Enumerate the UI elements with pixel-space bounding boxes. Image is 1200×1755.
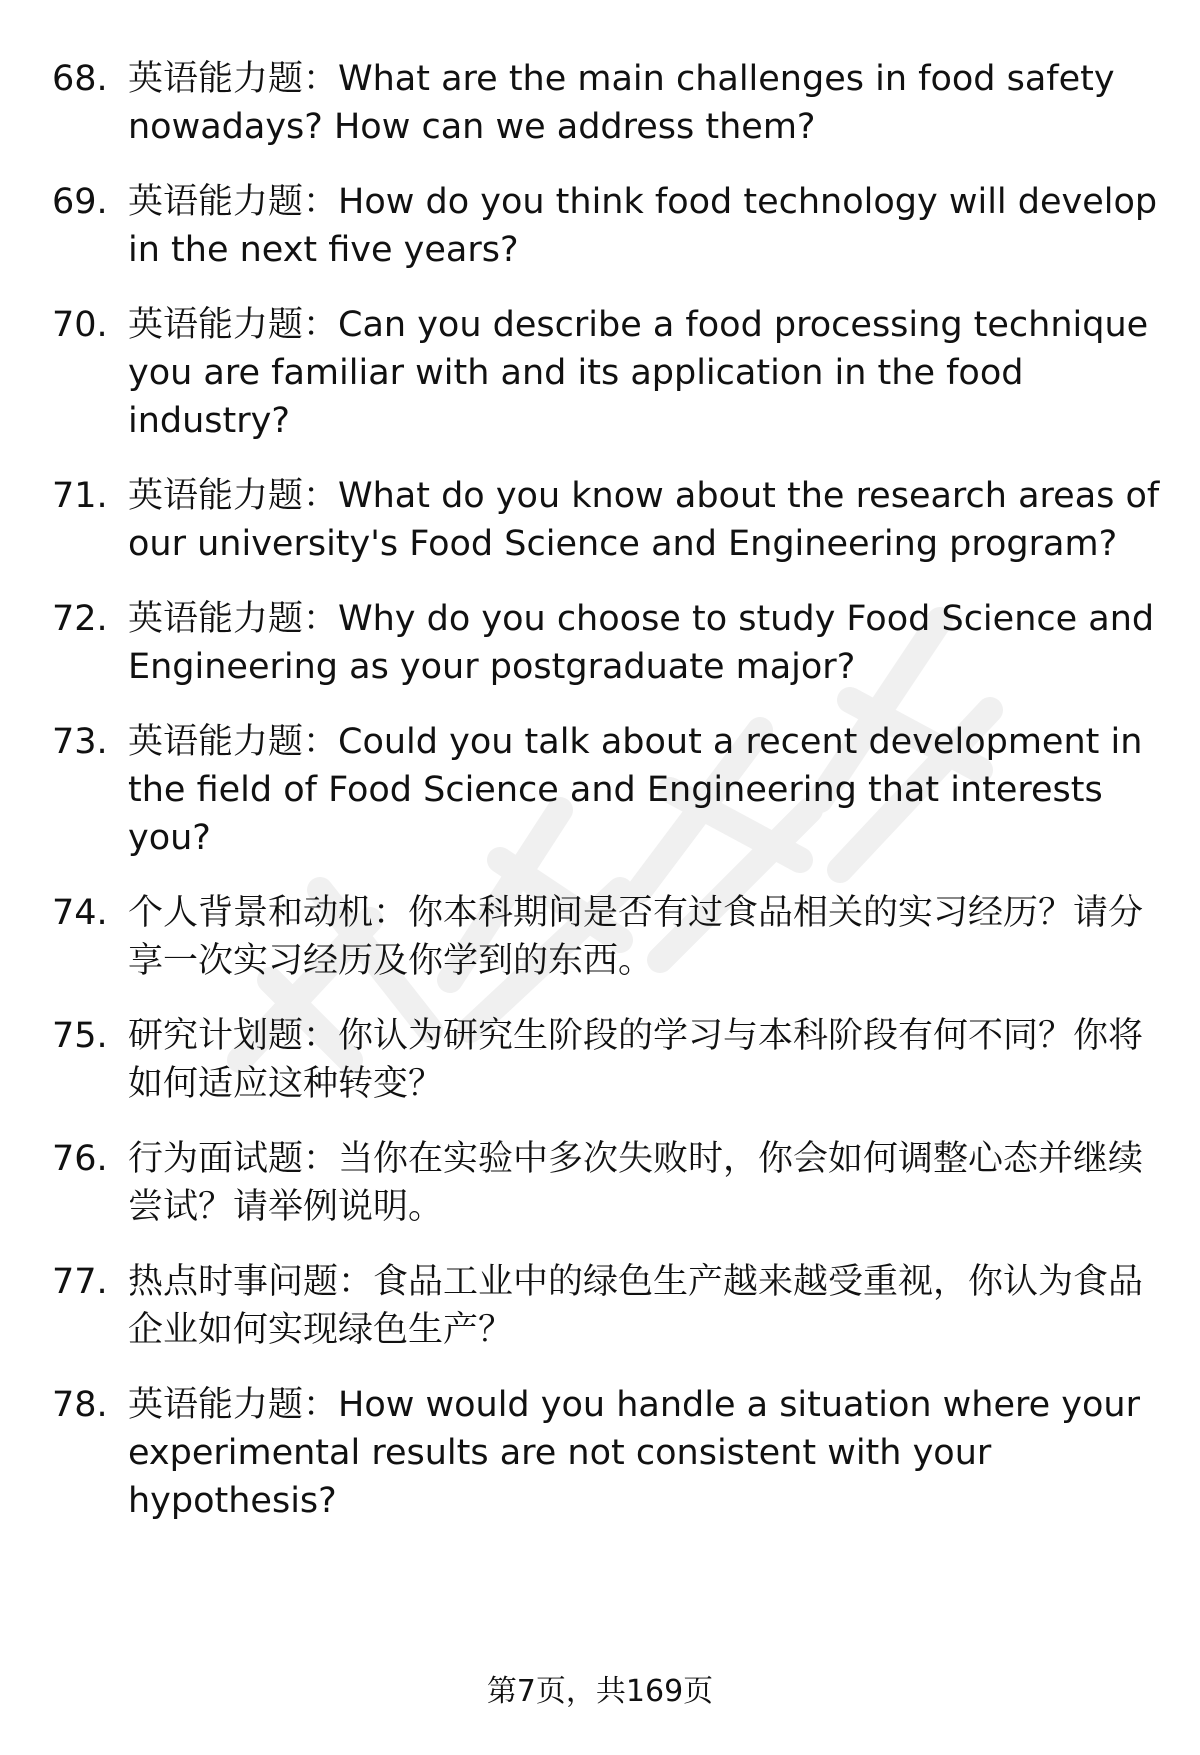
- question-number: 72.: [52, 599, 108, 639]
- question-number: 69.: [52, 182, 108, 222]
- question-number: 68.: [52, 59, 108, 99]
- question-text: 热点时事问题：食品工业中的绿色生产越来越受重视，你认为食品企业如何实现绿色生产？: [128, 1262, 1144, 1350]
- question-item: [52, 178, 1162, 274]
- question-text: 行为面试题：当你在实验中多次失败时，你会如何调整心态并继续尝试？请举例说明。: [128, 1139, 1144, 1227]
- question-item: [52, 889, 1162, 985]
- question-text: 英语能力题：How would you handle a situation where your experimental results are not consistent with your hypothesis?: [128, 1385, 1140, 1521]
- question-number: 73.: [52, 722, 108, 762]
- question-text: 英语能力题：What do you know about the research areas of our university's Food Science and Engineering program?: [128, 476, 1160, 564]
- question-item: [52, 718, 1162, 862]
- question-number: 71.: [52, 476, 108, 516]
- question-number: 70.: [52, 305, 108, 345]
- page-number-footer: 第7页，共169页: [486, 1674, 714, 1709]
- question-text: 个人背景和动机：你本科期间是否有过食品相关的实习经历？请分享一次实习经历及你学到的东西。: [128, 893, 1144, 981]
- question-number: 75.: [52, 1016, 108, 1056]
- question-item: [52, 301, 1162, 445]
- question-number: 77.: [52, 1262, 108, 1302]
- question-number: 76.: [52, 1139, 108, 1179]
- question-item: [52, 595, 1162, 691]
- question-item: [52, 1381, 1162, 1525]
- question-number: 74.: [52, 893, 108, 933]
- question-item: [52, 1012, 1162, 1108]
- question-item: [52, 55, 1162, 151]
- question-text: 英语能力题：Why do you choose to study Food Science and Engineering as your postgraduate major?: [128, 599, 1155, 687]
- question-text: 英语能力题：What are the main challenges in food safety nowadays? How can we address them?: [128, 59, 1115, 147]
- question-text: 英语能力题：Could you talk about a recent development in the field of Food Science and Engineering that interests you?: [128, 722, 1143, 858]
- question-text: 研究计划题：你认为研究生阶段的学习与本科阶段有何不同？你将如何适应这种转变？: [128, 1016, 1144, 1104]
- question-number: 78.: [52, 1385, 108, 1425]
- question-item: [52, 472, 1162, 568]
- question-text: 英语能力题：Can you describe a food processing technique you are familiar with and its application in the food industry?: [128, 305, 1149, 441]
- question-item: [52, 1258, 1162, 1354]
- question-text: 英语能力题：How do you think food technology will develop in the next five years?: [128, 182, 1158, 270]
- question-item: [52, 1135, 1162, 1231]
- question-list: [52, 55, 1162, 1552]
